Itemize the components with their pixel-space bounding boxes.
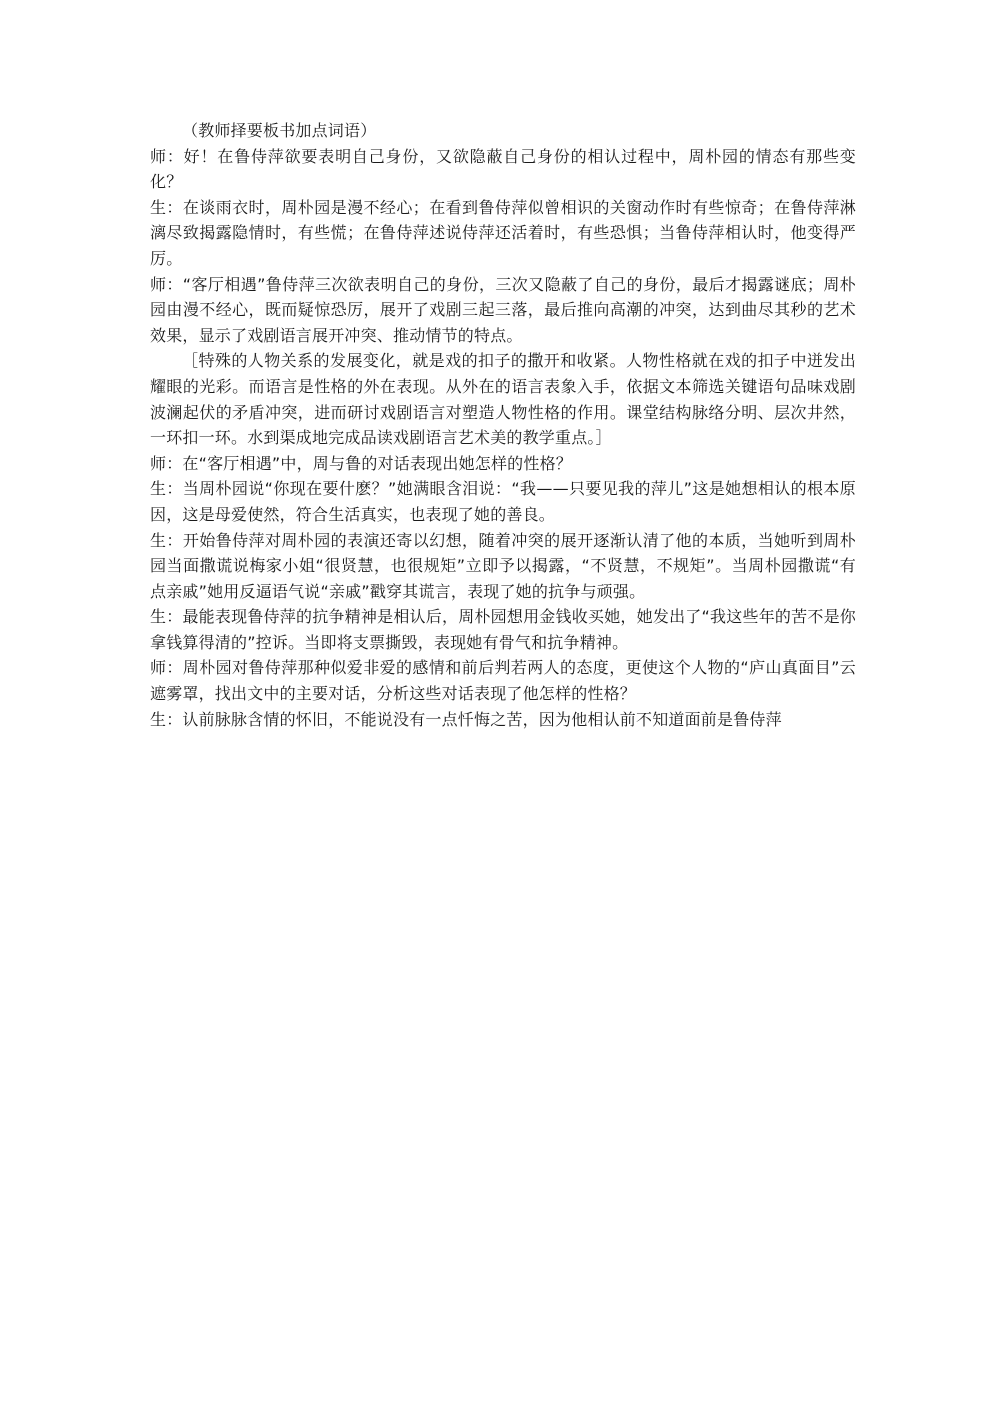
commentary-paragraph: ［特殊的人物关系的发展变化，就是戏的扣子的撒开和收紧。人物性格就在戏的扣子中迸发出耀眼的光彩。而语言是性格的外在表现。从外在的语言表象入手，依据文本筛选关键语句品味戏剧波澜起伏的矛盾冲突，进而研讨戏剧语言对塑造人物性格的作用。课堂结构脉络分明、层次井然，一环扣一环。水到渠成地完成品读戏剧语言艺术美的教学重点。］ [150,351,856,448]
student-answer-2: 生：当周朴园说“你现在要什麽？”她满眼含泪说：“我——只要见我的萍儿”这是她想相认的根本原因，这是母爱使然，符合生活真实，也表现了她的善良。 [150,479,856,524]
student-answer-1: 生：在谈雨衣时，周朴园是漫不经心；在看到鲁侍萍似曾相识的关窗动作时有些惊奇；在鲁侍萍淋漓尽致揭露隐情时，有些慌；在鲁侍萍述说侍萍还活着时，有些恐惧；当鲁侍萍相认时，他变得严厉。 [150,197,856,268]
teacher-question-2: 师：在“客厅相遇”中，周与鲁的对话表现出她怎样的性格？ [150,453,572,473]
student-answer-4: 生：最能表现鲁侍萍的抗争精神是相认后，周朴园想用金钱收买她，她发出了“我这些年的苦不是你拿钱算得清的”控诉。当即将支票撕毁，表现她有骨气和抗争精神。 [150,607,856,652]
board-note: （教师择要板书加点词语） [182,121,377,140]
student-answer-3: 生：开始鲁侍萍对周朴园的表演还寄以幻想，随着冲突的展开逐渐认清了他的本质，当她听到周朴园当面撒谎说梅家小姐“很贤慧，也很规矩”立即予以揭露，“不贤慧，不规矩”。当周朴园撒谎“有点亲戚”她用反逼语气说“亲戚”戳穿其谎言，表现了她的抗争与顽强。 [150,530,856,601]
document-page [150,118,856,732]
teacher-question-1: 师：好！在鲁侍萍欲要表明自己身份，又欲隐蔽自己身份的相认过程中，周朴园的情态有那些变化？ [150,146,856,192]
teacher-question-3: 师：周朴园对鲁侍萍那种似爱非爱的感情和前后判若两人的态度，更使这个人物的“庐山真面目”云遮雾罩，找出文中的主要对话，分析这些对话表现了他怎样的性格？ [150,658,856,704]
teacher-summary-1: 师：“客厅相遇”鲁侍萍三次欲表明自己的身份，三次又隐蔽了自己的身份，最后才揭露谜底；周朴园由漫不经心，既而疑惊恐厉，展开了戏剧三起三落，最后推向高潮的冲突，达到曲尽其秒的艺术效果，显示了戏剧语言展开冲突、推动情节的特点。 [150,274,856,345]
student-answer-5: 生：认前脉脉含情的怀旧，不能说没有一点忏悔之苦，因为他相认前不知道面前是鲁侍萍 [150,709,782,729]
